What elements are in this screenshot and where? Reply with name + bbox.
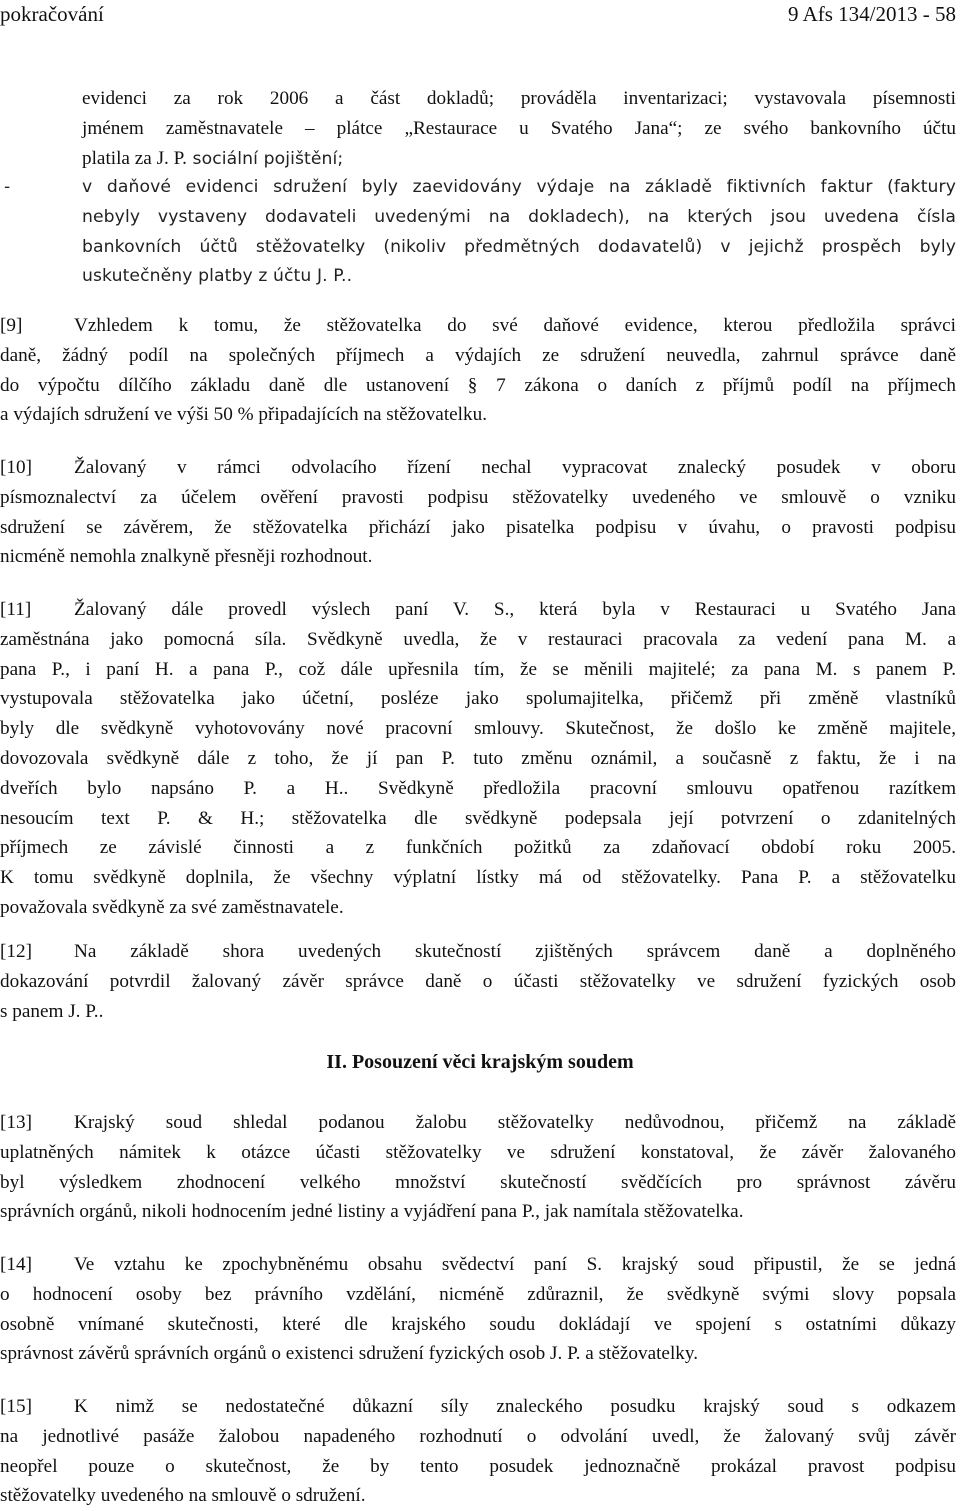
text-line: vystupovala stěžovatelka jako účetní, posléze jako spolumajitelka, přičemž při změně vlastníků [0, 688, 956, 710]
text-line: a výdajích sdružení ve výši 50 % připadajících na stěžovatelku. [0, 404, 487, 426]
paragraph-number: [15] [0, 1396, 32, 1417]
text-line [0, 595, 956, 625]
header-continuation-label: pokračování [0, 2, 104, 26]
text-fragment: sociální pojištění; [186, 148, 344, 169]
text-line [0, 311, 956, 341]
paragraph-number: [13] [0, 1112, 32, 1133]
text-line [0, 453, 956, 483]
text-line: byly dle svědkyně vyhotovovány nové pracovní smlouvy. Skutečnost, že došlo ke změně majitele, [0, 718, 956, 740]
text-fragment: Žalovaný dále provedl výslech paní V. S., která byla v Restauraci u Svatého Jana [74, 599, 956, 620]
page-header [0, 2, 960, 32]
text-line: na jednotlivé pasáže žalobou napadeného rozhodnutí o odvolání uvedl, že žalovaný svůj závěr [0, 1425, 956, 1447]
intro-paragraph [0, 84, 956, 173]
text-line: správnost závěrů správních orgánů o existenci sdružení fyzických osob J. P. a stěžovatelky. [0, 1343, 699, 1365]
text-line: zaměstnána jako pomocná síla. Svědkyně uvedla, že v restauraci pracovala za vedení pana M. a [0, 628, 956, 650]
text-line: uskutečněny platby z účtu J. P.. [82, 266, 353, 287]
text-line: dovozovala svědkyně dále z toho, že jí pan P. tuto změnu oznámil, a současně z faktu, že i na [0, 747, 956, 769]
paragraph-15 [0, 1392, 956, 1511]
text-fragment: Žalovaný v rámci odvolacího řízení nechal vypracovat znalecký posudek v oboru [74, 457, 956, 478]
bullet-dash: - [4, 177, 11, 197]
paragraph-number: [11] [0, 599, 32, 620]
text-fragment: Ve vztahu ke zpochybněnému obsahu svědectví paní S. krajský soud připustil, že se jedná [74, 1254, 956, 1275]
text-fragment: v daňové evidenci sdružení byly zaevidovány výdaje na základě fiktivních faktur (faktury [82, 177, 956, 197]
bullet-line [0, 173, 956, 203]
text-fragment: Na základě shora uvedených skutečností zjištěných správcem daně a doplněného [74, 941, 956, 962]
text-fragment: Vzhledem k tomu, že stěžovatelka do své daňové evidence, kterou předložila správci [74, 315, 956, 336]
text-line [0, 1250, 956, 1280]
paragraph-9 [0, 311, 956, 430]
paragraph-number: [10] [0, 457, 32, 478]
text-line [0, 1392, 956, 1422]
text-line: pana P., i paní H. a pana P., což dále upřesnila tím, že se měnili majitelé; za pana M. s panem P. [0, 658, 956, 680]
text-line: daně, žádný podíl na společných příjmech a výdajích ze sdružení neuvedla, zahrnul správce daně [0, 344, 956, 366]
paragraph-12 [0, 937, 956, 1026]
text-line: stěžovatelky uvedeného na smlouvě o sdružení. [0, 1485, 366, 1507]
text-line: nebyly vystaveny dodavateli uvedenými na dokladech), na kterých jsou uvedena čísla [82, 206, 956, 227]
text-line: dveřích bylo napsáno P. a H.. Svědkyně předložila pracovní smlouvu opatřenou razítkem [0, 777, 956, 799]
header-case-number: 9 Afs 134/2013 - 58 [788, 2, 956, 26]
text-line: neopřel pouze o skutečnost, že by tento posudek jednoznačně prokázal pravost podpisu [0, 1455, 956, 1477]
text-fragment: platila za J. P. [82, 147, 187, 169]
paragraph-13 [0, 1108, 956, 1227]
paragraph-number: [12] [0, 941, 32, 962]
paragraph-10 [0, 453, 956, 572]
text-line: o hodnocení osoby bez právního vzdělání, nicméně zdůraznil, že svědkyně svými slovy popsala [0, 1283, 956, 1305]
text-line: bankovních účtů stěžovatelky (nikoliv předmětných dodavatelů) v jejichž prospěch byly [82, 236, 956, 257]
text-line: písmoznalectví za účelem ověření pravosti podpisu stěžovatelky uvedeného ve smlouvě o vzniku [0, 486, 956, 508]
text-line: uplatněných námitek k otázce účasti stěžovatelky ve sdružení konstatoval, že závěr žalovaného [0, 1141, 956, 1163]
text-line: do výpočtu dílčího základu daně dle ustanovení § 7 zákona o daních z příjmů podíl na příjmech [0, 374, 956, 396]
paragraph-number: [14] [0, 1254, 32, 1275]
text-line: nesoucím text P. & H.; stěžovatelka dle svědkyně podepsala její potvrzení o zdanitelných [0, 807, 956, 829]
text-line: evidenci za rok 2006 a část dokladů; prováděla inventarizaci; vystavovala písemnosti [82, 88, 956, 109]
paragraph-14 [0, 1250, 956, 1369]
text-line: sdružení se závěrem, že stěžovatelka přichází jako pisatelka podpisu v úvahu, o pravosti podpisu [0, 516, 956, 538]
text-fragment: Krajský soud shledal podanou žalobu stěžovatelky nedůvodnou, přičemž na základě [74, 1112, 956, 1133]
bullet-item [0, 173, 956, 292]
text-line: K tomu svědkyně doplnila, že všechny výplatní lístky má od stěžovatelky. Pana P. a stěžovatelku [0, 867, 956, 889]
text-line: příjmech ze závislé činnosti a z funkčních požitků za zdaňovací období roku 2005. [0, 837, 956, 859]
paragraph-number: [9] [0, 315, 23, 336]
text-line: osobně vnímané skutečnosti, které dle krajského soudu dokládají ve spojení s ostatními důkazy [0, 1313, 956, 1335]
text-line: správních orgánů, nikoli hodnocením jedné listiny a vyjádření pana P., jak namítala stěžovatelka. [0, 1201, 744, 1223]
text-line: byl výsledkem zhodnocení velkého množství skutečností svědčících pro správnost závěru [0, 1171, 956, 1193]
text-line [0, 144, 956, 174]
section-heading: II. Posouzení věci krajským soudem [326, 1051, 634, 1073]
text-line: považovala svědkyně za své zaměstnavatele. [0, 896, 344, 918]
text-line: s panem J. P.. [0, 1000, 104, 1022]
text-line [0, 937, 956, 967]
text-line [0, 1108, 956, 1138]
paragraph-11 [0, 595, 956, 923]
text-line: nicméně nemohla znalkyně přesněji rozhodnout. [0, 546, 373, 568]
text-line: dokazování potvrdil žalovaný závěr správce daně o účasti stěžovatelky ve sdružení fyzických osob [0, 970, 956, 992]
text-fragment: K nimž se nedostatečné důkazní síly znaleckého posudku krajský soud s odkazem [74, 1396, 956, 1417]
text-line: jménem zaměstnavatele – plátce „Restaurace u Svatého Jana“; ze svého bankovního účtu [82, 117, 956, 139]
